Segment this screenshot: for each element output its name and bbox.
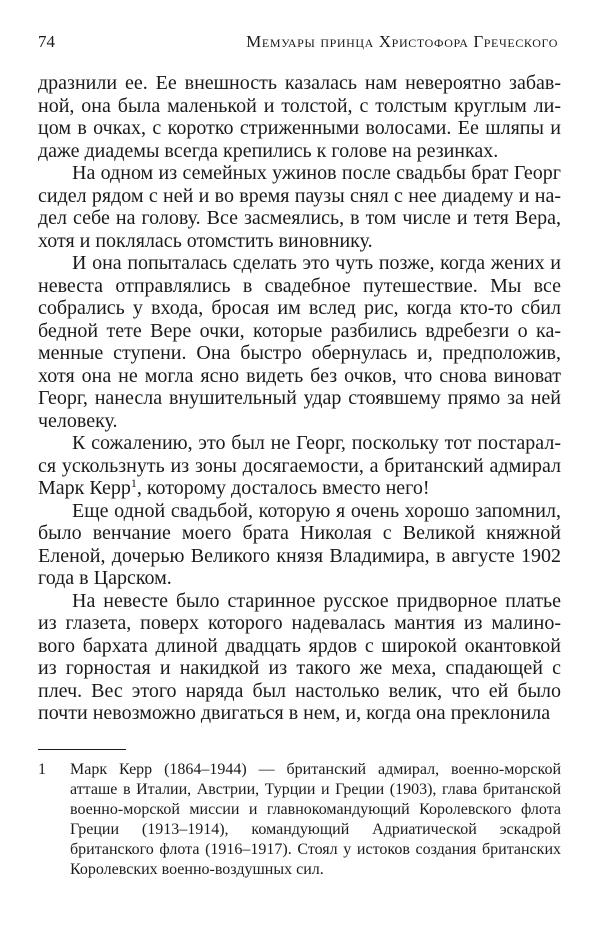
paragraph-6: На невесте было старинное русское придворное платье из глазета, поверх которого надевалась мантия из малинового бархата длиной двадцать ярдов с широкой окантовкой из горностая и накидкой из такого же меха, спадающей с плеч. Вес этого наряда был настолько велик, что ей было почти невозможно двигаться в нем, и, когда она преклонила — [38, 589, 561, 724]
footnote-number: 1 — [38, 761, 46, 778]
footnote-reference[interactable]: 1 — [130, 476, 137, 490]
paragraph-3: И она попыталась сделать это чуть позже, когда жених и невеста отправлялись в свадебное путешествие. Мы все собрались у входа, бросая им вслед рис, когда кто-то сбил бедной тете Вере очки, которые разбились вдребезги о каменные ступени. Она быстро обернулась и, предположив, хотя она не могла ясно видеть без очков, что снова виноват Георг, нанесла внушительный удар стоявшему прямо за ней человеку. — [38, 252, 561, 432]
main-text — [38, 72, 561, 725]
footnote — [38, 760, 561, 880]
page-number: 74 — [38, 32, 55, 51]
running-title: Мемуары принца Христофора Греческого — [246, 32, 558, 51]
paragraph-1: дразнили ее. Ее внешность казалась нам невероятно забавной, она была маленькой и толстой, с толстым круглым лицом в очках, с коротко стриженными волосами. Ее шляпы и даже диадемы всегда крепились к голове на резинках. — [38, 72, 561, 162]
paragraph-5: Еще одной свадьбой, которую я очень хорошо запомнил, было венчание моего брата Николая с Великой княжной Еленой, дочерью Великого князя Владимира, в августе 1902 года в Царском. — [38, 499, 561, 589]
running-header — [38, 32, 558, 56]
footnote-divider — [38, 749, 126, 750]
paragraph-4 — [38, 432, 561, 500]
paragraph-4-text-before: К сожалению, это был не Георг, поскольку тот постарался ускользнуть из зоны досягаемости, а британский адмирал Марк Керр — [38, 432, 561, 499]
paragraph-2: На одном из семейных ужинов после свадьбы брат Георг сидел рядом с ней и во время паузы снял с нее диадему и надел себе на голову. Все засмеялись, в том числе и тетя Вера, хотя и поклялась отомстить виновнику. — [38, 162, 561, 252]
paragraph-4-text-after: , которому досталось вместо него! — [136, 477, 430, 499]
footnote-text: Марк Керр (1864–1944) — британский адмирал, военно-морской атташе в Италии, Австрии, Турции и Греции (1903), глава британской военно-морской миссии и главнокомандующий Королевского флота Греции (1913–1914), командующий Адриатической эскадрой британского флота (1916–1917). Стоял у истоков создания британских Королевских военно-воздушных сил. — [70, 761, 561, 878]
